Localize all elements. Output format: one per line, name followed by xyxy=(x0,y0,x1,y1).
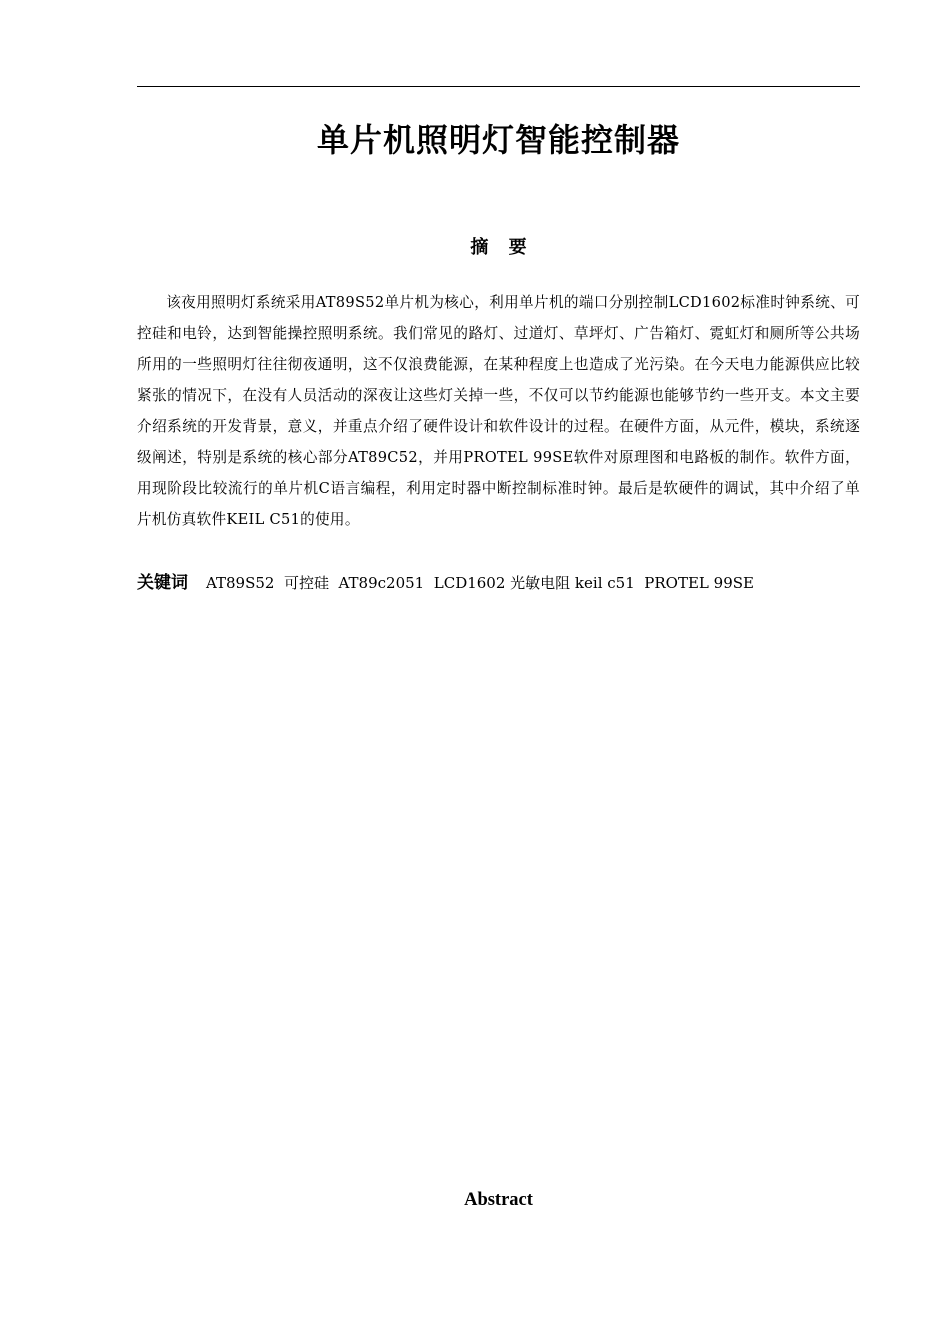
header-rule xyxy=(137,86,860,87)
abstract-heading: 摘 要 xyxy=(470,237,527,258)
document-title: 单片机照明灯智能控制器 xyxy=(316,121,680,159)
abstract-english-heading: Abstract xyxy=(464,1190,533,1210)
keywords-text: AT89S52 可控硅 AT89c2051 LCD1602 光敏电阻 keil c51 PROTEL 99SE xyxy=(206,574,754,592)
keywords-line xyxy=(137,569,860,597)
keywords-label: 关键词 xyxy=(137,573,188,593)
abstract-paragraph: 该夜用照明灯系统采用AT89S52单片机为核心，利用单片机的端口分别控制LCD1602标准时钟系统、可控硅和电铃，达到智能操控照明系统。我们常见的路灯、过道灯、草坪灯、广告箱灯、霓虹灯和厕所等公共场所用的一些照明灯往往彻夜通明，这不仅浪费能源，在某种程度上也造成了光污染。在今天电力能源供应比较紧张的情况下，在没有人员活动的深夜让这些灯关掉一些，不仅可以节约能源也能够节约一些开支。本文主要介绍系统的开发背景，意义，并重点介绍了硬件设计和软件设计的过程。在硬件方面，从元件，模块，系统逐级阐述，特别是系统的核心部分AT89C52，并用PROTEL 99SE软件对原理图和电路板的制作。软件方面，用现阶段比较流行的单片机C语言编程，利用定时器中断控制标准时钟。最后是软硬件的调试，其中介绍了单片机仿真软件KEIL C51的使用。 xyxy=(137,294,860,528)
